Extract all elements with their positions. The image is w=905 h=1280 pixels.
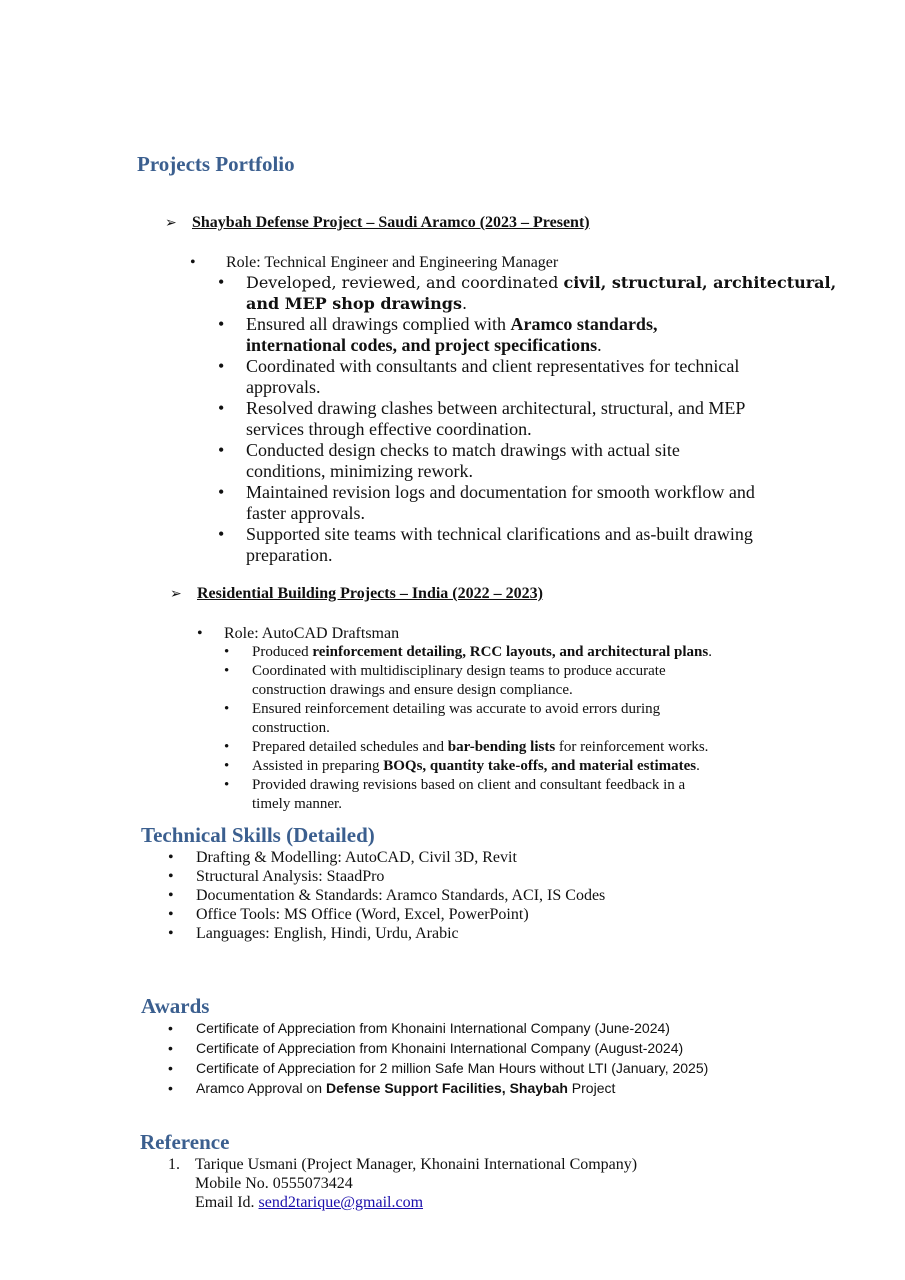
text: Ensured reinforcement detailing was accurate to avoid errors during: [252, 701, 661, 717]
bullet-icon: •: [218, 440, 225, 460]
project-2-title: Residential Building Projects – India (2022 – 2023): [197, 585, 543, 602]
email-link[interactable]: send2tarique@gmail.com: [258, 1194, 424, 1211]
bold-text: bar-bending lists: [447, 739, 556, 755]
list-item: [218, 356, 818, 398]
skill-text: Languages: English, Hindi, Urdu, Arabic: [196, 925, 459, 942]
text: Produced: [252, 644, 313, 660]
text: construction.: [252, 720, 330, 736]
bullet-icon: •: [224, 777, 230, 793]
bold-text: BOQs, quantity take-offs, and material estimates: [383, 758, 697, 774]
bullet-icon: •: [224, 739, 230, 755]
text: for reinforcement works.: [555, 739, 709, 755]
text: timely manner.: [252, 796, 342, 812]
arrow-bullet-icon: ➢: [165, 216, 177, 231]
list-item: [224, 776, 804, 814]
text: services through effective coordination.: [246, 419, 532, 439]
list-item: [224, 738, 804, 757]
list-item: [168, 1078, 788, 1098]
list-item: [168, 1038, 788, 1058]
bullet-icon: •: [168, 925, 174, 942]
email-label: Email Id.: [195, 1194, 259, 1211]
bullet-icon: •: [224, 701, 230, 717]
skill-text: Office Tools: MS Office (Word, Excel, PowerPoint): [196, 906, 529, 923]
project-1-bullets: [218, 272, 837, 566]
list-item: [224, 757, 804, 776]
list-item: [218, 524, 818, 566]
text: .: [597, 335, 602, 355]
text: Developed, reviewed, and coordinated: [246, 273, 564, 292]
text: .: [462, 294, 468, 313]
bold-text: international codes, and project specifications: [246, 335, 598, 355]
bullet-icon: •: [168, 887, 174, 904]
text: Supported site teams with technical clarifications and as-built drawing: [246, 524, 753, 544]
bullet-icon: •: [168, 868, 174, 885]
text: Provided drawing revisions based on client and consultant feedback in a: [252, 777, 686, 793]
text: faster approvals.: [246, 503, 365, 523]
awards-heading: Awards: [141, 994, 210, 1018]
bold-text: reinforcement detailing, RCC layouts, and architectural plans: [312, 644, 709, 660]
text: preparation.: [246, 545, 333, 565]
list-item: [218, 482, 818, 524]
list-item: [224, 643, 804, 662]
reference-mobile: Mobile No. 0555073424: [195, 1175, 353, 1192]
bullet-icon: •: [224, 758, 230, 774]
text: Ensured all drawings complied with: [246, 314, 511, 334]
awards-list: [168, 1018, 788, 1098]
text: .: [708, 644, 712, 660]
bullet-icon: •: [197, 625, 203, 642]
list-item: [218, 272, 837, 314]
bullet-icon: •: [190, 254, 196, 271]
reference-name: Tarique Usmani (Project Manager, Khonaini International Company): [195, 1156, 638, 1173]
list-item: [218, 398, 818, 440]
list-item: [218, 314, 818, 356]
bullet-icon: •: [218, 524, 225, 544]
list-item: [168, 1018, 788, 1038]
list-item: [224, 662, 804, 700]
bullet-icon: •: [168, 1080, 173, 1096]
list-item: [168, 1058, 788, 1078]
bullet-icon: •: [168, 1040, 173, 1056]
technical-skills-heading: Technical Skills (Detailed): [141, 823, 375, 847]
bullet-icon: •: [168, 849, 174, 866]
list-item: [168, 848, 728, 867]
bold-text: and MEP shop drawings: [246, 294, 462, 313]
reference-details: [195, 1155, 755, 1212]
list-item: [168, 867, 728, 886]
text: Coordinated with consultants and client representatives for technical: [246, 356, 740, 376]
text: Resolved drawing clashes between architectural, structural, and MEP: [246, 398, 746, 418]
bold-text: Aramco standards,: [510, 314, 658, 334]
bullet-icon: •: [218, 398, 225, 418]
list-item: [224, 700, 804, 738]
text: Prepared detailed schedules and: [252, 739, 448, 755]
bullet-icon: •: [168, 906, 174, 923]
list-item: [168, 886, 728, 905]
bullet-icon: •: [218, 482, 225, 502]
project-1-role: Role: Technical Engineer and Engineering Manager: [226, 254, 559, 271]
project-2-bullets: [224, 643, 804, 814]
bold-text: Defense Support Facilities, Shaybah: [325, 1080, 568, 1096]
text: Aramco Approval on: [196, 1080, 326, 1096]
bullet-icon: •: [168, 1020, 173, 1036]
bullet-icon: •: [168, 1060, 173, 1076]
text: Maintained revision logs and documentation for smooth workflow and: [246, 482, 755, 502]
text: construction drawings and ensure design compliance.: [252, 682, 573, 698]
skill-text: Drafting & Modelling: AutoCAD, Civil 3D, Revit: [196, 849, 517, 866]
projects-portfolio-heading: Projects Portfolio: [137, 152, 295, 176]
text: .: [696, 758, 700, 774]
bold-text: civil, structural, architectural,: [563, 273, 837, 292]
project-1-title: Shaybah Defense Project – Saudi Aramco (2023 – Present): [192, 214, 590, 231]
text: conditions, minimizing rework.: [246, 461, 473, 481]
bullet-icon: •: [218, 314, 225, 334]
list-item: [218, 440, 818, 482]
list-item: [168, 924, 728, 943]
reference-number: 1.: [168, 1156, 180, 1173]
text: approvals.: [246, 377, 321, 397]
text: Assisted in preparing: [252, 758, 384, 774]
skills-list: [168, 848, 728, 943]
text: Project: [567, 1080, 616, 1096]
arrow-bullet-icon: ➢: [170, 587, 182, 602]
award-text: Certificate of Appreciation for 2 million Safe Man Hours without LTI (January, 2025): [196, 1060, 709, 1076]
award-text: Certificate of Appreciation from Khonaini International Company (August-2024): [196, 1040, 684, 1056]
bullet-icon: •: [224, 663, 230, 679]
list-item: [168, 905, 728, 924]
text: Coordinated with multidisciplinary design teams to produce accurate: [252, 663, 666, 679]
skill-text: Structural Analysis: StaadPro: [196, 868, 385, 885]
award-text: Certificate of Appreciation from Khonaini International Company (June-2024): [196, 1020, 670, 1036]
project-2-role: Role: AutoCAD Draftsman: [224, 625, 400, 642]
skill-text: Documentation & Standards: Aramco Standards, ACI, IS Codes: [196, 887, 606, 904]
reference-heading: Reference: [140, 1130, 230, 1154]
bullet-icon: •: [218, 272, 225, 292]
bullet-icon: •: [224, 644, 230, 660]
text: Conducted design checks to match drawings with actual site: [246, 440, 680, 460]
bullet-icon: •: [218, 356, 225, 376]
